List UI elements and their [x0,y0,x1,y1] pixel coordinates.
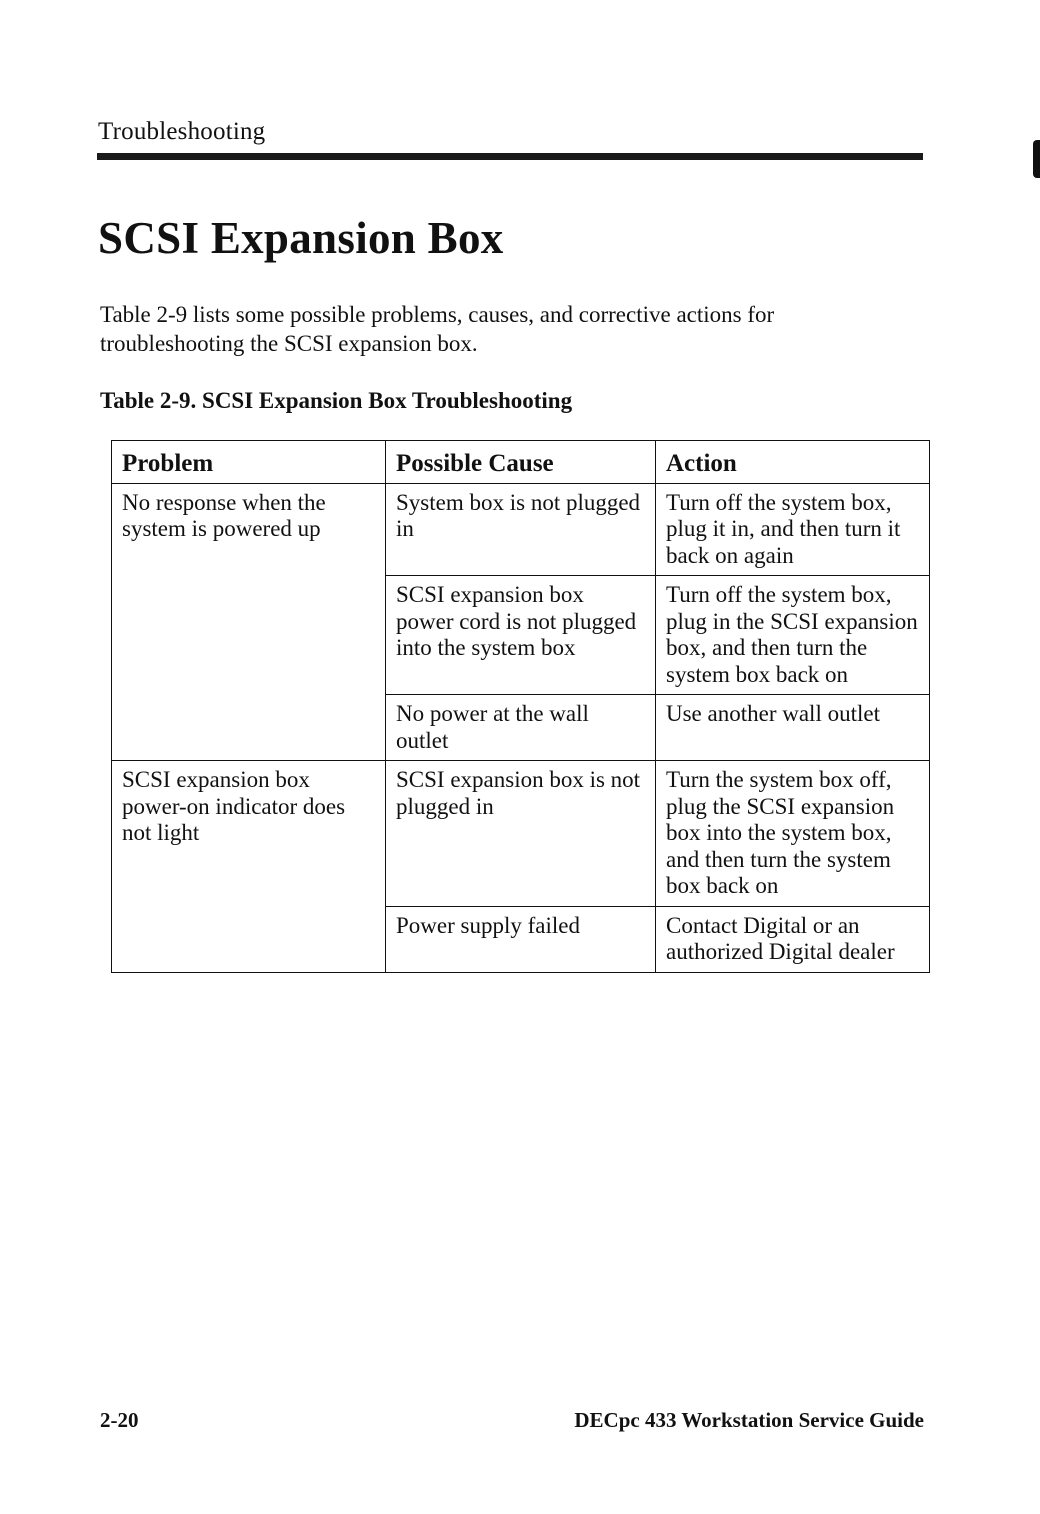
cause-cell [386,906,656,972]
cause-cell [386,695,656,761]
action-cell [656,576,930,695]
table-caption: Table 2-9. SCSI Expansion Box Troubleshooting [100,388,573,413]
cause-text: SCSI expansion box is not plugged in [396,767,641,819]
page-number: 2-20 [100,1408,139,1432]
table-row [112,483,930,576]
action-cell [656,695,930,761]
header-rule [97,153,923,160]
margin-tab-mark [1033,140,1040,178]
table-header-row [112,441,930,484]
running-header: Troubleshooting [98,118,266,145]
action-text: Turn off the system box, plug it in, and then turn it back on again [666,489,901,568]
cause-text: No power at the wall outlet [396,701,589,753]
action-text: Use another wall outlet [666,701,880,726]
problem-text: No response when the system is powered up [122,489,326,541]
action-text: Turn the system box off, plug the SCSI expansion box into the system box, and then turn the system box back on [666,767,895,898]
book-title: DECpc 433 Workstation Service Guide [574,1408,924,1432]
table-row [112,761,930,907]
intro-paragraph: Table 2-9 lists some possible problems, causes, and corrective actions for troubleshooting the SCSI expansion box. [100,302,775,356]
action-text: Turn off the system box, plug in the SCSI expansion box, and then turn the system box back on [666,582,918,687]
problem-cell [112,483,386,761]
cause-text: System box is not plugged in [396,489,641,541]
troubleshooting-table [111,440,930,973]
action-cell [656,906,930,972]
cause-text: Power supply failed [396,912,580,938]
cause-cell [386,576,656,695]
cause-cell [386,761,656,907]
cause-cell [386,483,656,576]
problem-text: SCSI expansion box power-on indicator does not light [122,767,346,845]
header-action: Action [656,441,930,484]
cause-text: SCSI expansion box power cord is not plugged into the system box [396,582,637,660]
header-possible-cause: Possible Cause [386,441,656,484]
action-text: Contact Digital or an authorized Digital dealer [666,912,895,964]
action-cell [656,483,930,576]
header-problem: Problem [112,441,386,484]
section-title: SCSI Expansion Box [98,213,504,263]
problem-cell [112,761,386,973]
action-cell [656,761,930,907]
